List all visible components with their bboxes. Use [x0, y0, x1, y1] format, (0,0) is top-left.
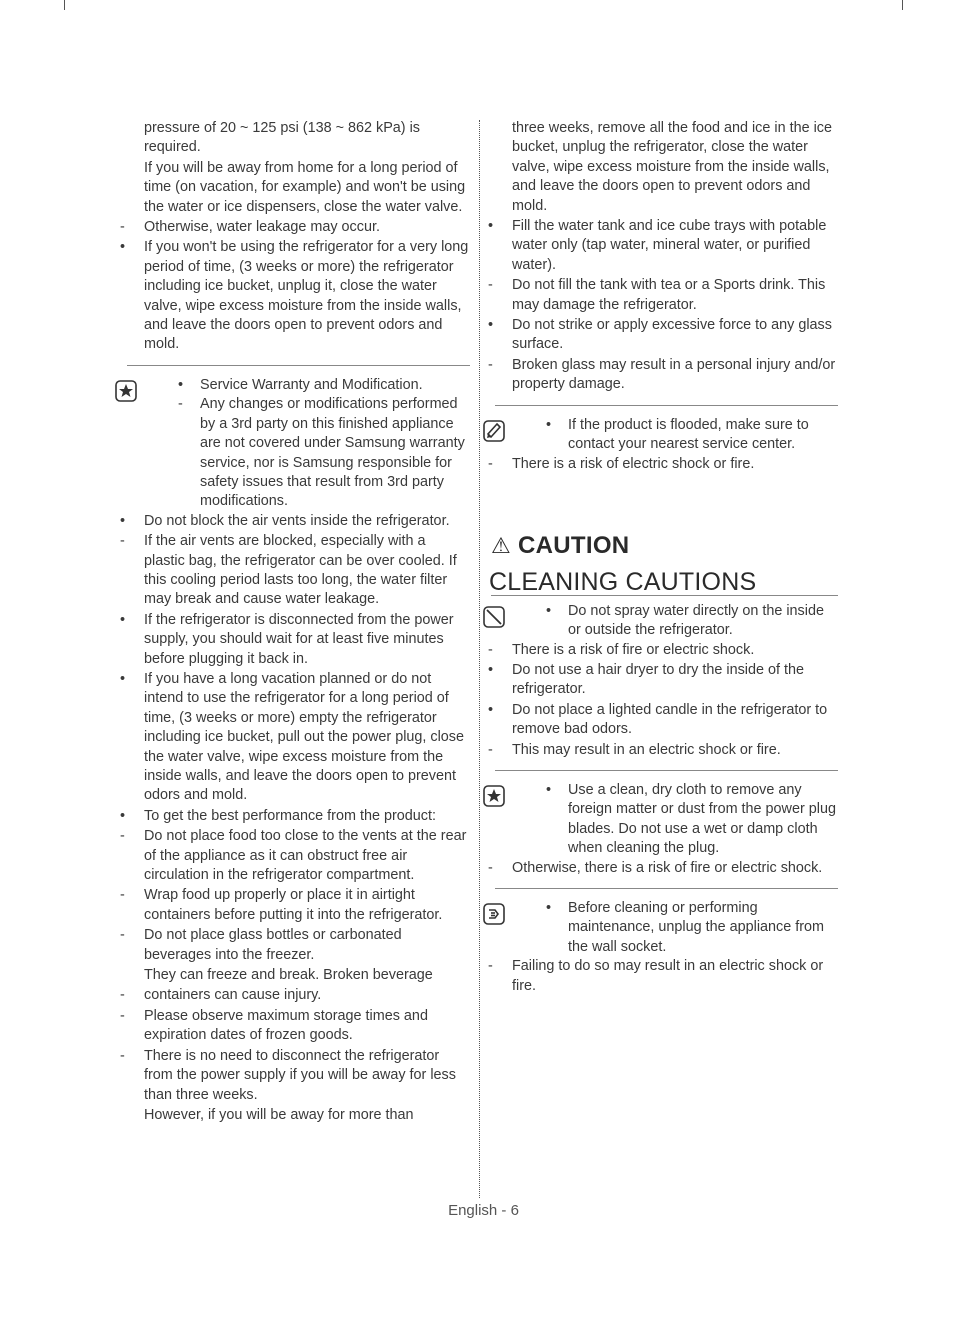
notice-block: [483, 899, 838, 957]
text-line: pressure of 20 ~ 125 psi (138 ~ 862 kPa) is required.: [144, 120, 420, 156]
page-footer: English - 6: [448, 1202, 519, 1219]
section-rule: [495, 888, 838, 889]
caution-heading: ⚠ CAUTION: [491, 531, 630, 559]
list-item: • If you won't be using the refrigerator for a very long period of time, (3 weeks or more) the refrigerator including ice bucket, unplug it, close the water valve, wipe excess moisture from the inside walls, and leave the doors open to prevent odors and mold.: [120, 239, 469, 353]
text-line: If you will be away from home for a long period of time (on vacation, for example) and won't be using the water or ice dispensers, close the water valve.: [144, 159, 466, 215]
notice-bullet: • Use a clean, dry cloth to remove any foreign matter or dust from the power plug blades. Do not use a wet or damp cloth when cleaning the plug.: [546, 781, 836, 857]
list-item: - Failing to do so may result in an electric shock or fire.: [488, 958, 824, 994]
list-item: - Do not fill the tank with tea or a Sports drink. This may damage the refrigerator.: [488, 277, 826, 313]
left-column: [115, 119, 470, 1126]
list-item: - This may result in an electric shock or fire.: [488, 741, 781, 758]
column-divider: [479, 120, 480, 1198]
notice-bullet: • If the product is flooded, make sure to contact your nearest service center.: [546, 416, 809, 453]
list-item: - There is no need to disconnect the refrigerator from the power supply if you will be away for less than three weeks.: [120, 1047, 456, 1103]
list-item: - containers can cause injury.: [120, 987, 322, 1004]
section-rule: [495, 770, 838, 771]
list-item: - Otherwise, water leakage may occur.: [120, 219, 380, 236]
list-item: They can freeze and break. Broken beverage: [144, 967, 433, 984]
list-item: • To get the best performance from the product:: [120, 807, 436, 824]
star-note-icon: [483, 785, 505, 807]
list-item: - Otherwise, there is a risk of fire or electric shock.: [488, 859, 823, 876]
section-rule: [127, 365, 470, 366]
no-spray-icon: [483, 606, 505, 628]
list-item: • Do not block the air vents inside the refrigerator.: [120, 512, 450, 529]
section-rule: [495, 405, 838, 406]
list-item: • Do not place a lighted candle in the refrigerator to remove bad odors.: [488, 701, 828, 738]
list-item: - Broken glass may result in a personal injury and/or property damage.: [488, 356, 836, 393]
list-item: • Fill the water tank and ice cube trays with potable water only (tap water, mineral water, or purified water).: [488, 218, 827, 273]
list-item: - Wrap food up properly or place it in airtight containers before putting it into the refrigerator.: [120, 887, 443, 923]
list-item: - If the air vents are blocked, especially with a plastic bag, the refrigerator can be over cooled. If this cooling period lasts too long, the water filter may break and cause water leakage.: [120, 533, 457, 608]
right-column: [483, 119, 838, 997]
list-item: • Do not use a hair dryer to dry the inside of the refrigerator.: [488, 661, 804, 698]
list-item: - Do not place glass bottles or carbonated beverages into the freezer.: [120, 927, 402, 963]
notice-bullet: • Before cleaning or performing maintenance, unplug the appliance from the wall socket.: [546, 900, 825, 955]
phone-icon: [483, 420, 505, 442]
notice-block: [483, 781, 838, 859]
list-item: • Do not strike or apply excessive force to any glass surface.: [488, 317, 832, 353]
list-item: • If you have a long vacation planned or do not intend to use the refrigerator for a long period of time, (3 weeks or more) empty the refrigerator including ice bucket, pull out the power plug, close the water valve, wipe excess moisture from the inside walls, and leave the doors open to prevent odors and mold.: [120, 670, 464, 804]
section-heading: CLEANING CAUTIONS: [489, 568, 757, 597]
crop-mark-left: [64, 0, 65, 10]
notice-block: [483, 602, 838, 641]
unplug-icon: [483, 903, 505, 925]
list-item: - Do not place food too close to the vents at the rear of the appliance as it can obstruct free air circulation in the refrigerator compartment.: [120, 828, 467, 884]
star-note-icon: [115, 380, 137, 402]
notice-bullet: • Do not spray water directly on the inside or outside the refrigerator.: [546, 602, 824, 639]
notice-bullet: • Service Warranty and Modification.: [178, 376, 423, 393]
notice-block: [115, 376, 470, 512]
list-item: - There is a risk of fire or electric shock.: [488, 641, 755, 658]
list-item: However, if you will be away for more than: [144, 1106, 414, 1123]
notice-dash: - There is a risk of electric shock or fire.: [488, 455, 755, 472]
notice-sub: - Any changes or modifications performed by a 3rd party on this finished appliance are not covered under Samsung warranty service, nor is Samsung responsible for safety issues that result from 3rd party modifications.: [178, 396, 465, 510]
notice-block: [483, 416, 838, 474]
list-item: - Please observe maximum storage times and expiration dates of frozen goods.: [120, 1007, 428, 1044]
warning-triangle-icon: ⚠: [491, 532, 512, 558]
list-item: three weeks, remove all the food and ice in the ice bucket, unplug the refrigerator, close the water valve, wipe excess moisture from the inside walls, and leave the doors open to prevent odors and mold.: [512, 120, 832, 214]
crop-mark-right: [902, 0, 903, 10]
list-item: • If the refrigerator is disconnected from the power supply, you should wait for at least five minutes before plugging it back in.: [120, 611, 454, 667]
